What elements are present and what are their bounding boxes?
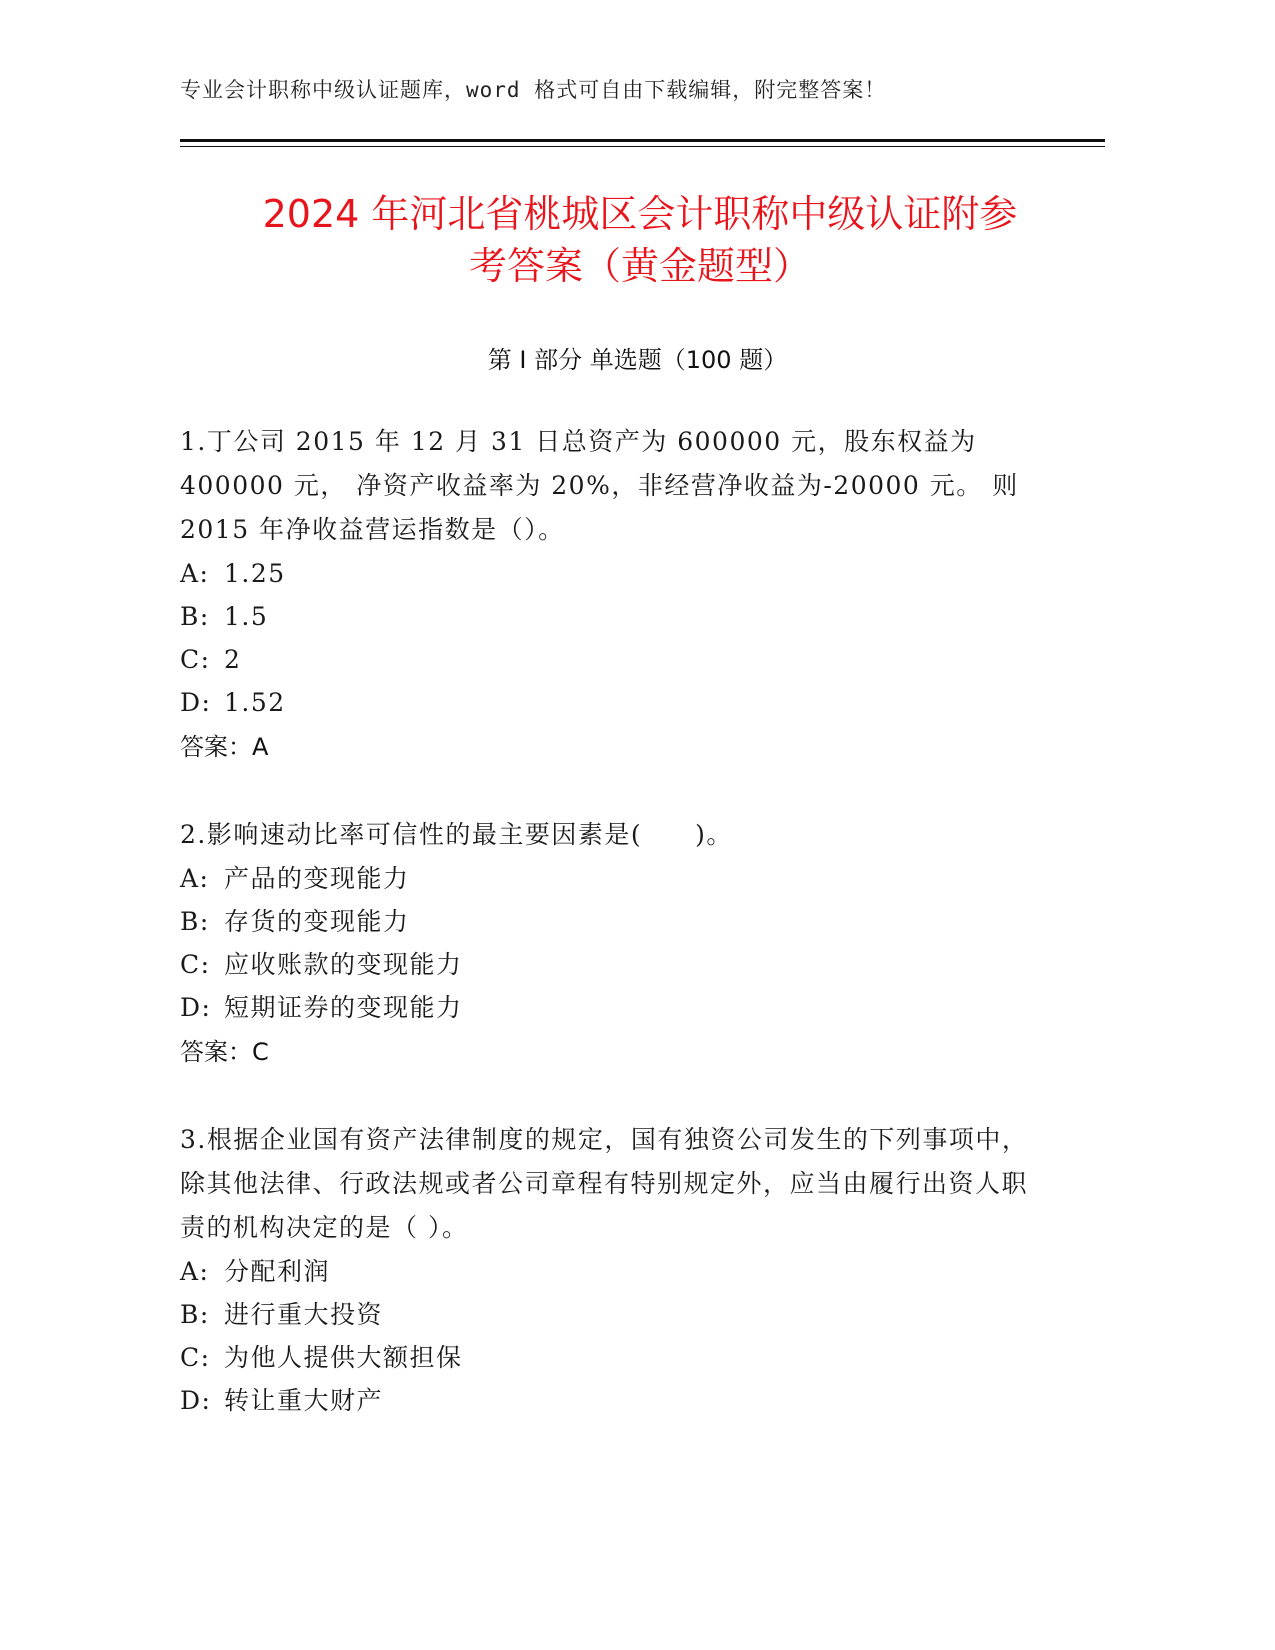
option-b bbox=[180, 1293, 1030, 1336]
option-a bbox=[180, 857, 1030, 900]
option-key: C: bbox=[180, 645, 211, 674]
document-title bbox=[140, 188, 1140, 292]
title-line-2: 考答案（黄金题型） bbox=[468, 244, 811, 288]
option-b bbox=[180, 900, 1030, 943]
option-key: B: bbox=[180, 602, 210, 631]
option-text: 2 bbox=[224, 645, 242, 674]
option-key: B: bbox=[180, 1300, 210, 1329]
header-note: 专业会计职称中级认证题库，word 格式可自由下载编辑，附完整答案！ bbox=[180, 78, 887, 102]
option-d bbox=[180, 986, 1030, 1029]
option-key: D: bbox=[180, 1386, 212, 1415]
option-a bbox=[180, 552, 1030, 595]
option-key: D: bbox=[180, 688, 212, 717]
option-text: 产品的变现能力 bbox=[224, 864, 410, 893]
option-text: 存货的变现能力 bbox=[224, 907, 410, 936]
option-key: A: bbox=[180, 864, 210, 893]
option-text: 1.5 bbox=[224, 602, 269, 631]
question-3 bbox=[180, 1118, 1030, 1422]
option-key: D: bbox=[180, 993, 212, 1022]
option-key: A: bbox=[180, 559, 210, 588]
header-divider-thick bbox=[180, 139, 1105, 142]
header-divider-thin bbox=[180, 146, 1105, 147]
option-c bbox=[180, 943, 1030, 986]
option-d bbox=[180, 681, 1030, 724]
option-text: 分配利润 bbox=[224, 1257, 331, 1286]
answer-text: 答案：A bbox=[180, 733, 269, 761]
question-1 bbox=[180, 420, 1030, 770]
option-key: C: bbox=[180, 950, 211, 979]
answer-text: 答案：C bbox=[180, 1038, 269, 1066]
option-text: 转让重大财产 bbox=[224, 1386, 384, 1415]
question-stem: 3.根据企业国有资产法律制度的规定，国有独资公司发生的下列事项中，除其他法律、行政法规或者公司章程有特别规定外，应当由履行出资人职责的机构决定的是（ ）。 bbox=[180, 1125, 1029, 1242]
option-c bbox=[180, 1336, 1030, 1379]
option-text: 进行重大投资 bbox=[224, 1300, 384, 1329]
option-a bbox=[180, 1250, 1030, 1293]
option-d bbox=[180, 1379, 1030, 1422]
option-key: A: bbox=[180, 1257, 210, 1286]
title-line-1: 2024 年河北省桃城区会计职称中级认证附参 bbox=[262, 192, 1018, 236]
option-text: 短期证券的变现能力 bbox=[224, 993, 463, 1022]
section-heading: 第 I 部分 单选题（100 题） bbox=[487, 346, 788, 374]
option-b bbox=[180, 595, 1030, 638]
option-key: C: bbox=[180, 1343, 211, 1372]
option-text: 1.52 bbox=[224, 688, 286, 717]
question-stem: 2.影响速动比率可信性的最主要因素是( )。 bbox=[180, 820, 733, 849]
option-text: 为他人提供大额担保 bbox=[224, 1343, 463, 1372]
option-c bbox=[180, 638, 1030, 681]
question-2 bbox=[180, 813, 1030, 1075]
option-key: B: bbox=[180, 907, 210, 936]
option-text: 1.25 bbox=[224, 559, 286, 588]
option-text: 应收账款的变现能力 bbox=[224, 950, 463, 979]
question-stem: 1.丁公司 2015 年 12 月 31 日总资产为 600000 元，股东权益为 400000 元， 净资产收益率为 20%，非经营净收益为-20000 元。 则 2015 年净收益营运指数是（）。 bbox=[180, 427, 1019, 544]
